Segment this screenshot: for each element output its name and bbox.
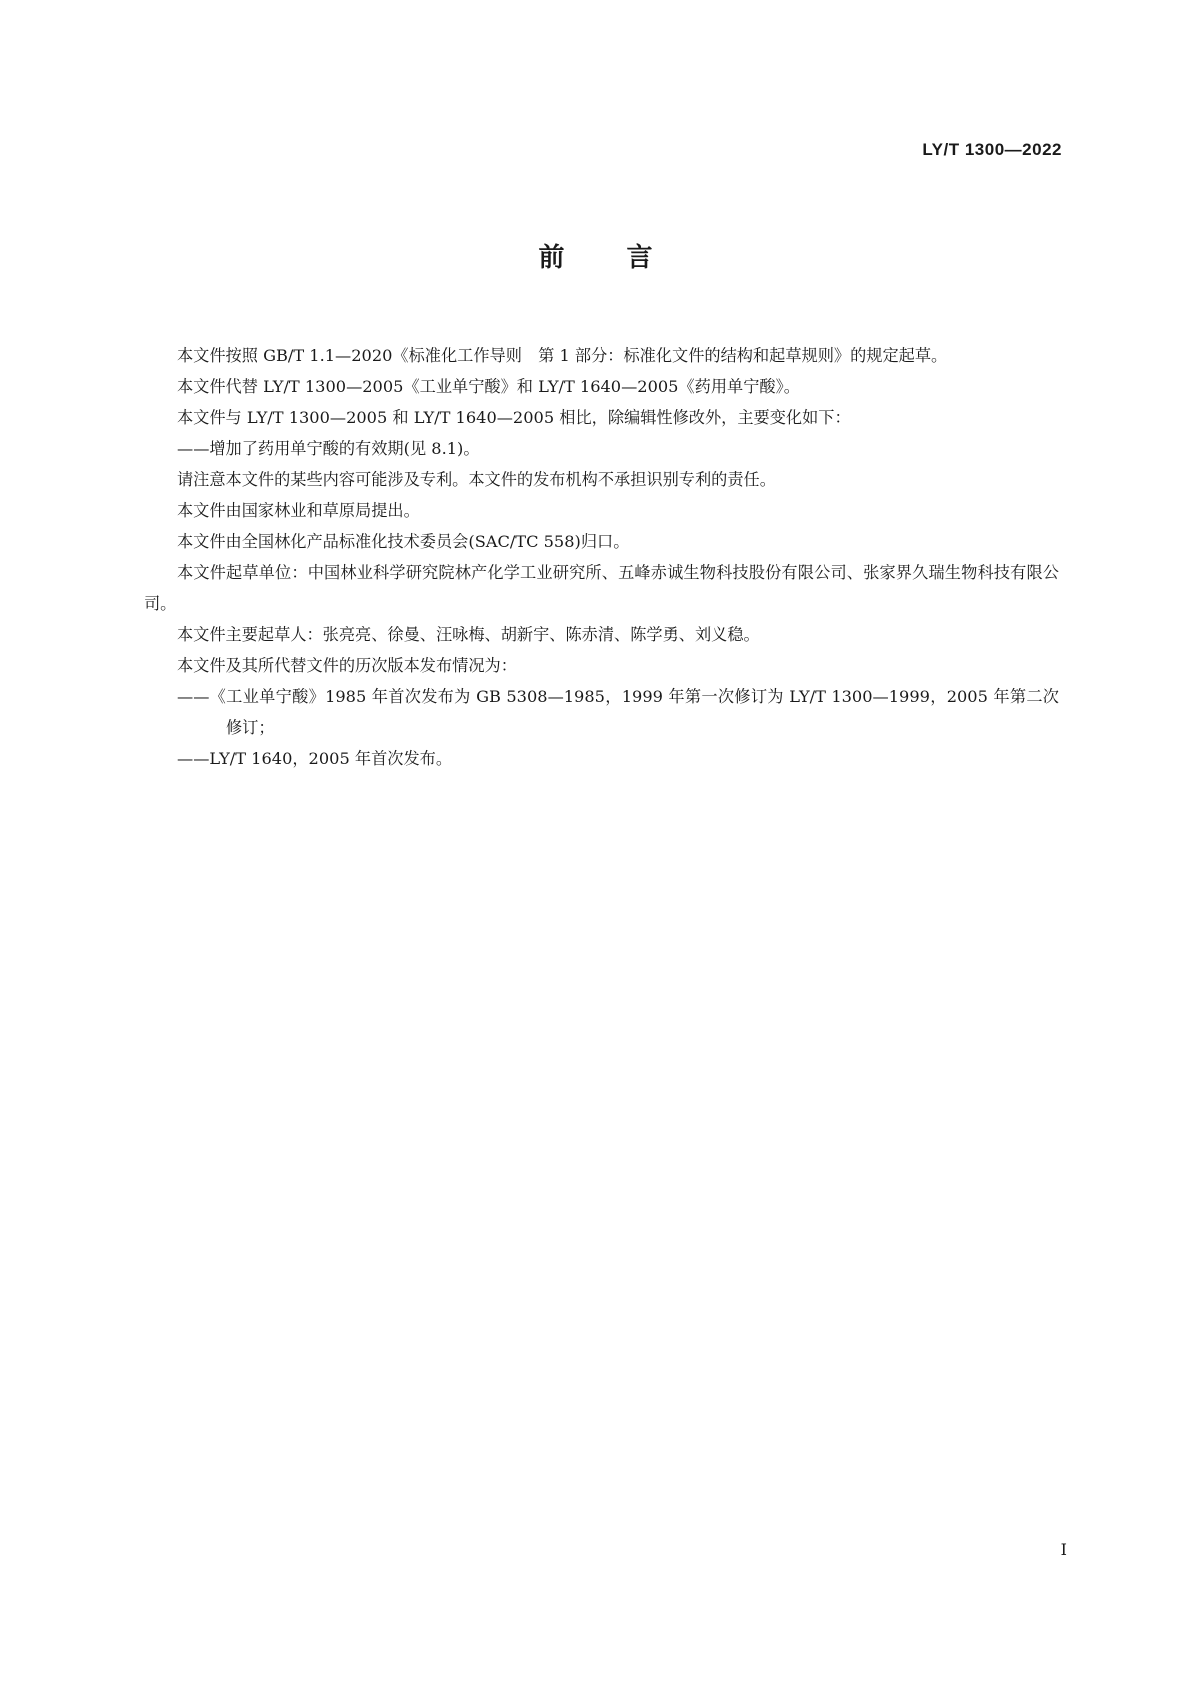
- list-item-history: ——《工业单宁酸》1985 年首次发布为 GB 5308—1985，1999 年第一次修订为 LY/T 1300—1999，2005 年第二次修订；: [177, 687, 1059, 737]
- list-item-change: ——增加了药用单宁酸的有效期(见 8.1)。: [177, 439, 480, 458]
- page-number: I: [1060, 1540, 1067, 1559]
- paragraph-committee: 本文件由全国林化产品标准化技术委员会(SAC/TC 558)归口。: [177, 532, 630, 551]
- paragraph-drafting-units: 本文件起草单位：中国林业科学研究院林产化学工业研究所、五峰赤诚生物科技股份有限公司、张家界久瑞生物科技有限公司。: [144, 563, 1059, 613]
- paragraph-patent-notice: 请注意本文件的某些内容可能涉及专利。本文件的发布机构不承担识别专利的责任。: [177, 470, 776, 489]
- list-item-history: ——LY/T 1640，2005 年首次发布。: [177, 749, 453, 768]
- paragraph-replaces: 本文件代替 LY/T 1300—2005《工业单宁酸》和 LY/T 1640—2005《药用单宁酸》。: [177, 377, 800, 396]
- foreword-body: [144, 340, 1059, 774]
- standard-code: LY/T 1300—2022: [922, 140, 1062, 159]
- page-title: 前言: [538, 243, 715, 273]
- paragraph-basis: 本文件按照 GB/T 1.1—2020《标准化工作导则 第 1 部分：标准化文件的结构和起草规则》的规定起草。: [177, 346, 948, 365]
- paragraph-proposer: 本文件由国家林业和草原局提出。: [177, 501, 420, 520]
- paragraph-changes-intro: 本文件与 LY/T 1300—2005 和 LY/T 1640—2005 相比，除编辑性修改外，主要变化如下：: [177, 408, 851, 427]
- paragraph-drafters: 本文件主要起草人：张亮亮、徐曼、汪咏梅、胡新宇、陈赤清、陈学勇、刘义稳。: [177, 625, 760, 644]
- paragraph-history-intro: 本文件及其所代替文件的历次版本发布情况为：: [177, 656, 517, 675]
